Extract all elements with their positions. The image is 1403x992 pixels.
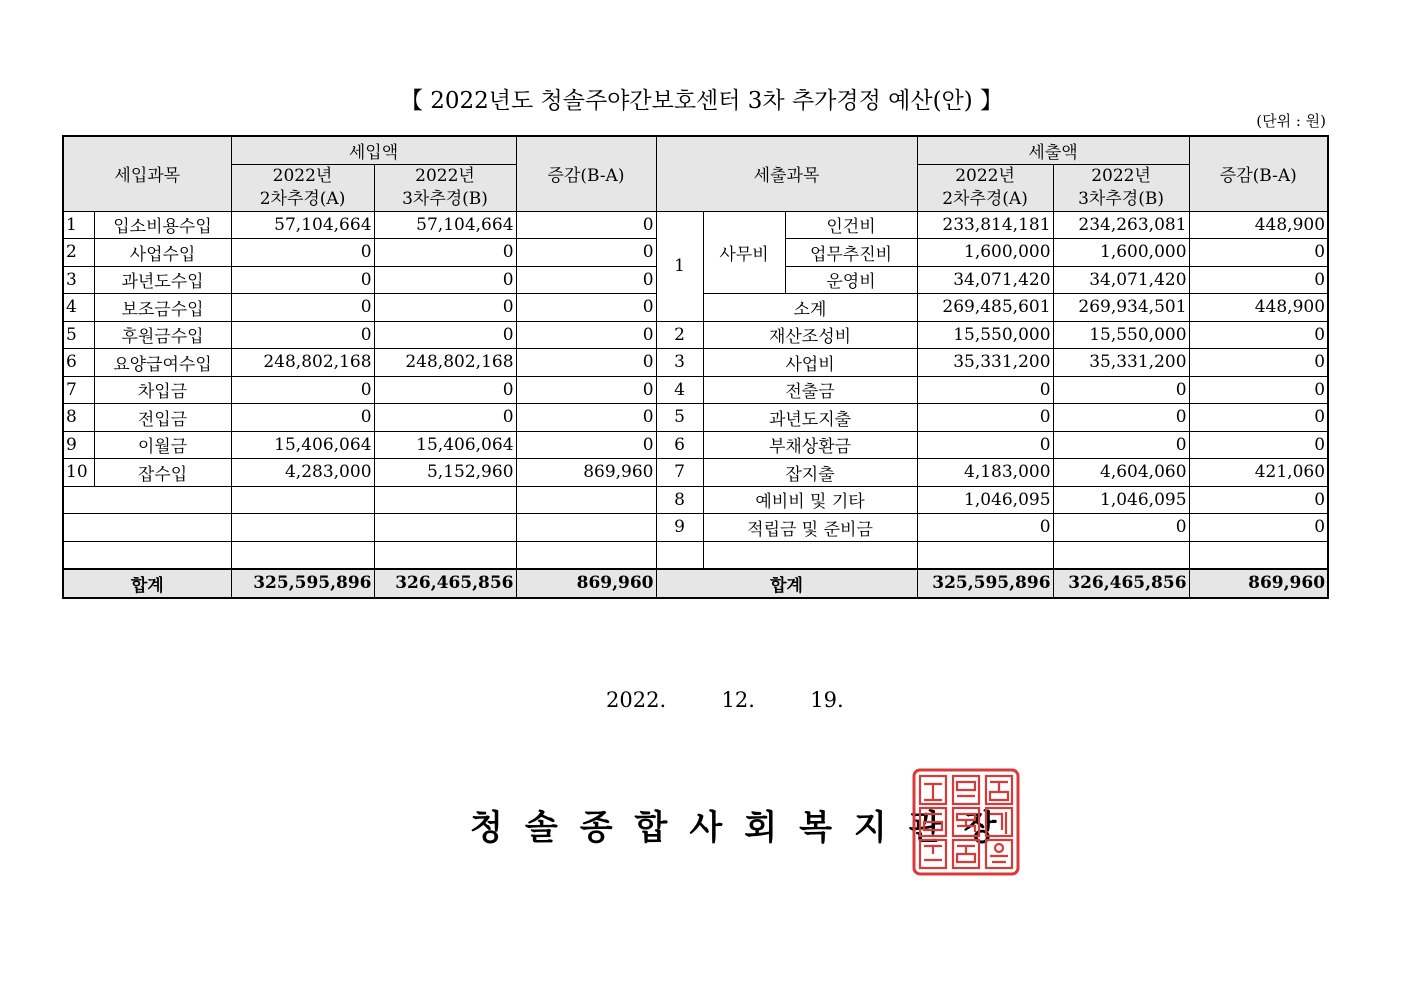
- total-row: 합계 325,595,896 326,465,856 869,960 합계 325,595,896 326,465,856 869,960: [63, 569, 1328, 598]
- document-title: 【 2022년도 청솔주야간보호센터 3차 추가경정 예산(안) 】: [399, 88, 1004, 114]
- expense-2nd-header: 2022년 2차추경(A): [917, 164, 1053, 211]
- document-date: [606, 688, 844, 712]
- income-diff-header: 증감(B-A): [516, 136, 656, 211]
- table-row: 7 차입금 0 0 0 4 전출금 0 0 0: [63, 376, 1328, 404]
- budget-table: [62, 135, 1329, 599]
- table-row: 4 보조금수입 0 0 0 소계 269,485,601 269,934,501 448,900: [63, 294, 1328, 322]
- table-row: 8 예비비 및 기타 1,046,095 1,046,095 0: [63, 486, 1328, 514]
- income-2nd-header: 2022년 2차추경(A): [231, 164, 374, 211]
- subtotal-label: 소계: [703, 294, 917, 322]
- unit-label: (단위 : 원): [1256, 112, 1326, 130]
- expense-amount-header: 세출액: [917, 136, 1189, 164]
- date-month: 12.: [721, 688, 755, 712]
- expense-subject-header: 세출과목: [656, 136, 917, 211]
- income-subject-header: 세입과목: [63, 136, 231, 211]
- table-row: 5 후원금수입 0 0 0 2 재산조성비 15,550,000 15,550,000 0: [63, 321, 1328, 349]
- table-row: 9 적립금 및 준비금 0 0 0: [63, 514, 1328, 542]
- expense-diff-header: 증감(B-A): [1189, 136, 1328, 211]
- expense-group-name: 사무비: [703, 211, 785, 294]
- expense-group-no: 1: [656, 211, 703, 321]
- income-3rd-header: 2022년 3차추경(B): [374, 164, 516, 211]
- table-row: [63, 541, 1328, 569]
- table-row: 9 이월금 15,406,064 15,406,064 0 6 부채상환금 0 0 0: [63, 431, 1328, 459]
- expense-3rd-header: 2022년 3차추경(B): [1053, 164, 1189, 211]
- table-row: 8 전입금 0 0 0 5 과년도지출 0 0 0: [63, 404, 1328, 432]
- table-row: 10 잡수입 4,283,000 5,152,960 869,960 7 잡지출 4,183,000 4,604,060 421,060: [63, 459, 1328, 487]
- signature-organization: 청솔종합사회복지관장: [470, 808, 1019, 848]
- table-row: 3 과년도수입 0 0 0 운영비 34,071,420 34,071,420 0: [63, 266, 1328, 294]
- date-year: 2022.: [606, 688, 667, 712]
- date-day: 19.: [810, 688, 844, 712]
- official-seal-icon: [912, 768, 1020, 876]
- table-row: 6 요양급여수입 248,802,168 248,802,168 0 3 사업비 35,331,200 35,331,200 0: [63, 349, 1328, 377]
- table-row: 2 사업수입 0 0 0 업무추진비 1,600,000 1,600,000 0: [63, 239, 1328, 267]
- table-row: 1 입소비용수입 57,104,664 57,104,664 0 1 사무비 인건비 233,814,181 234,263,081 448,900: [63, 211, 1328, 239]
- income-amount-header: 세입액: [231, 136, 516, 164]
